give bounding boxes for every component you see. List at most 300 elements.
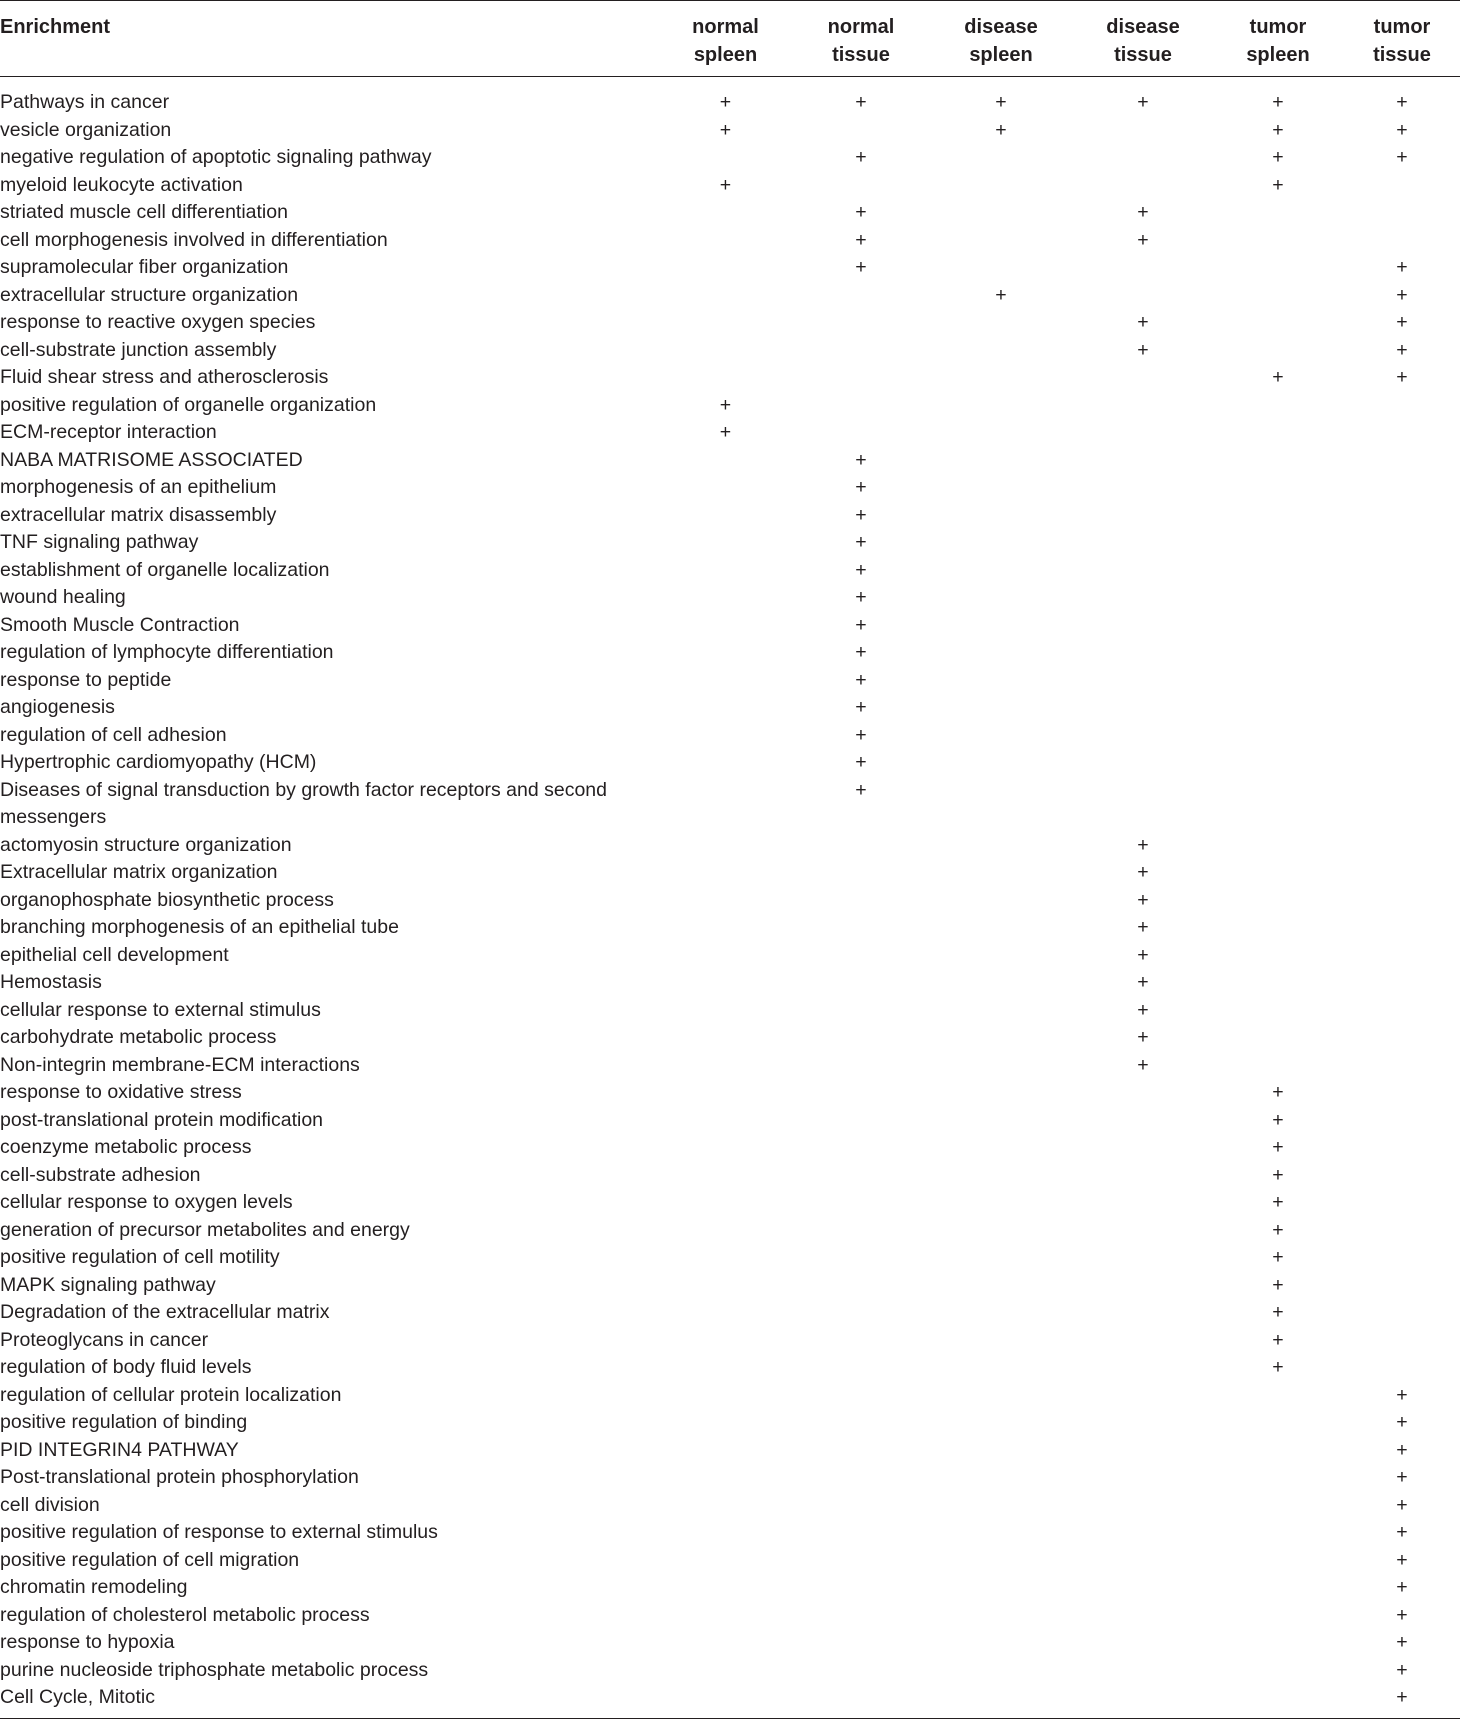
mark-cell bbox=[1074, 1409, 1212, 1437]
mark-cell bbox=[1212, 694, 1344, 722]
mark-cell bbox=[1212, 1327, 1344, 1355]
mark-cell bbox=[794, 1519, 928, 1547]
plus-mark: + bbox=[1272, 146, 1284, 168]
mark-cell bbox=[794, 1382, 928, 1410]
mark-cell bbox=[657, 1244, 794, 1272]
mark-cell bbox=[657, 914, 794, 942]
mark-cell bbox=[657, 1684, 794, 1718]
mark-cell bbox=[794, 1189, 928, 1217]
header-line1: disease bbox=[1106, 16, 1180, 38]
mark-cell bbox=[1074, 1684, 1212, 1718]
header-enrichment bbox=[0, 1, 657, 77]
mark-cell bbox=[928, 172, 1074, 200]
plus-mark: + bbox=[1272, 1191, 1284, 1213]
mark-cell bbox=[1212, 1189, 1344, 1217]
mark-cell bbox=[657, 942, 794, 970]
mark-cell bbox=[1344, 1657, 1460, 1685]
mark-cell bbox=[657, 337, 794, 365]
mark-cell bbox=[1344, 694, 1460, 722]
plus-mark: + bbox=[1137, 971, 1149, 993]
plus-mark: + bbox=[1396, 311, 1408, 333]
mark-cell bbox=[1344, 639, 1460, 667]
mark-cell bbox=[794, 722, 928, 750]
mark-cell bbox=[1212, 1547, 1344, 1575]
plus-mark: + bbox=[1396, 1603, 1408, 1626]
table-row bbox=[0, 1217, 1460, 1245]
mark-cell bbox=[1344, 117, 1460, 145]
mark-cell bbox=[657, 969, 794, 997]
plus-mark: + bbox=[719, 421, 732, 443]
plus-mark: + bbox=[855, 503, 867, 526]
mark-cell bbox=[1074, 1492, 1212, 1520]
enrichment-term-cell: Extracellular matrix organization bbox=[0, 861, 278, 883]
mark-cell bbox=[1344, 282, 1460, 310]
mark-cell bbox=[1074, 1354, 1212, 1382]
plus-mark: + bbox=[1272, 1246, 1284, 1268]
mark-cell bbox=[1074, 227, 1212, 255]
mark-cell bbox=[1212, 1052, 1344, 1080]
mark-cell bbox=[794, 1492, 928, 1520]
enrichment-term-cell: positive regulation of cell migration bbox=[0, 1548, 300, 1571]
table-row bbox=[0, 639, 1460, 667]
mark-cell bbox=[1212, 777, 1344, 832]
plus-mark: + bbox=[855, 91, 867, 113]
mark-cell bbox=[1344, 1519, 1460, 1547]
mark-cell bbox=[1212, 584, 1344, 612]
mark-cell bbox=[1344, 612, 1460, 640]
header-line2: tissue bbox=[1373, 44, 1431, 66]
mark-cell bbox=[928, 1052, 1074, 1080]
plus-mark: + bbox=[1137, 888, 1149, 911]
mark-cell bbox=[1344, 474, 1460, 502]
plus-mark: + bbox=[1137, 1053, 1149, 1076]
mark-cell bbox=[794, 639, 928, 667]
enrichment-term-cell: chromatin remodeling bbox=[0, 1576, 188, 1598]
mark-cell bbox=[794, 1437, 928, 1465]
enrichment-term-cell: cellular response to external stimulus bbox=[0, 998, 321, 1021]
mark-cell bbox=[1074, 777, 1212, 832]
mark-cell bbox=[1074, 584, 1212, 612]
mark-cell bbox=[1344, 1684, 1460, 1718]
table-row bbox=[0, 1547, 1460, 1575]
table-row bbox=[0, 77, 1460, 117]
mark-cell bbox=[657, 1052, 794, 1080]
mark-cell bbox=[928, 777, 1074, 832]
mark-cell bbox=[928, 612, 1074, 640]
mark-cell bbox=[1344, 144, 1460, 172]
mark-cell bbox=[794, 529, 928, 557]
mark-cell bbox=[1344, 1189, 1460, 1217]
mark-cell bbox=[657, 1299, 794, 1327]
plus-mark: + bbox=[1137, 861, 1149, 883]
mark-cell bbox=[1344, 777, 1460, 832]
mark-cell bbox=[1344, 887, 1460, 915]
mark-cell bbox=[928, 337, 1074, 365]
table-row bbox=[0, 1602, 1460, 1630]
plus-mark: + bbox=[1137, 916, 1149, 938]
mark-cell bbox=[1344, 419, 1460, 447]
mark-cell bbox=[1074, 117, 1212, 145]
enrichment-term-cell: NABA MATRISOME ASSOCIATED bbox=[0, 448, 303, 471]
mark-cell bbox=[928, 1629, 1074, 1657]
mark-cell bbox=[1074, 337, 1212, 365]
mark-cell bbox=[794, 1684, 928, 1718]
plus-mark: + bbox=[1137, 311, 1149, 333]
enrichment-term-cell: purine nucleoside triphosphate metabolic process bbox=[0, 1658, 429, 1681]
plus-mark: + bbox=[995, 283, 1007, 306]
mark-cell bbox=[1074, 474, 1212, 502]
mark-cell bbox=[928, 584, 1074, 612]
mark-cell bbox=[1344, 1024, 1460, 1052]
mark-cell bbox=[1212, 309, 1344, 337]
mark-cell bbox=[1074, 77, 1212, 117]
mark-cell bbox=[1344, 1299, 1460, 1327]
enrichment-term-cell: regulation of cellular protein localization bbox=[0, 1383, 342, 1406]
table-row bbox=[0, 997, 1460, 1025]
mark-cell bbox=[1074, 1327, 1212, 1355]
mark-cell bbox=[657, 1547, 794, 1575]
mark-cell bbox=[794, 612, 928, 640]
table-row bbox=[0, 337, 1460, 365]
plus-mark: + bbox=[1137, 338, 1149, 361]
table-row bbox=[0, 1299, 1460, 1327]
plus-mark: + bbox=[1272, 1136, 1284, 1158]
mark-cell bbox=[657, 1574, 794, 1602]
table-row bbox=[0, 887, 1460, 915]
mark-cell bbox=[1074, 667, 1212, 695]
mark-cell bbox=[657, 392, 794, 420]
mark-cell bbox=[794, 227, 928, 255]
enrichment-term-cell: extracellular structure organization bbox=[0, 283, 299, 306]
mark-cell bbox=[794, 667, 928, 695]
mark-cell bbox=[928, 1079, 1074, 1107]
mark-cell bbox=[1212, 1409, 1344, 1437]
mark-cell bbox=[1212, 1492, 1344, 1520]
plus-mark: + bbox=[855, 751, 867, 773]
plus-mark: + bbox=[1272, 1273, 1284, 1296]
mark-cell bbox=[657, 77, 794, 117]
mark-cell bbox=[1074, 1244, 1212, 1272]
mark-cell bbox=[1074, 942, 1212, 970]
enrichment-term-cell: Hypertrophic cardiomyopathy (HCM) bbox=[0, 751, 317, 773]
mark-cell bbox=[1212, 722, 1344, 750]
mark-cell bbox=[1344, 199, 1460, 227]
mark-cell bbox=[928, 1464, 1074, 1492]
mark-cell bbox=[657, 364, 794, 392]
header-row bbox=[0, 1, 1460, 77]
enrichment-term-cell: cell-substrate junction assembly bbox=[0, 338, 277, 361]
mark-cell bbox=[928, 1134, 1074, 1162]
mark-cell bbox=[1212, 199, 1344, 227]
mark-cell bbox=[1212, 639, 1344, 667]
mark-cell bbox=[657, 447, 794, 475]
plus-mark: + bbox=[1272, 1356, 1284, 1378]
mark-cell bbox=[657, 1354, 794, 1382]
enrichment-term-cell: Pathways in cancer bbox=[0, 91, 170, 113]
mark-cell bbox=[657, 227, 794, 255]
mark-cell bbox=[928, 474, 1074, 502]
mark-cell bbox=[1074, 997, 1212, 1025]
plus-mark: + bbox=[1272, 1218, 1284, 1241]
mark-cell bbox=[794, 887, 928, 915]
plus-mark: + bbox=[855, 558, 867, 581]
mark-cell bbox=[1344, 997, 1460, 1025]
mark-cell bbox=[1074, 1574, 1212, 1602]
plus-mark: + bbox=[855, 723, 867, 746]
plus-mark: + bbox=[855, 778, 867, 801]
mark-cell bbox=[657, 584, 794, 612]
plus-mark: + bbox=[1137, 201, 1149, 223]
mark-cell bbox=[794, 144, 928, 172]
mark-cell bbox=[794, 997, 928, 1025]
mark-cell bbox=[1344, 502, 1460, 530]
plus-mark: + bbox=[1396, 338, 1408, 361]
mark-cell bbox=[1212, 667, 1344, 695]
mark-cell bbox=[1212, 1217, 1344, 1245]
mark-cell bbox=[1212, 364, 1344, 392]
mark-cell bbox=[928, 997, 1074, 1025]
plus-mark: + bbox=[1396, 1576, 1408, 1598]
enrichment-term-cell: epithelial cell development bbox=[0, 943, 229, 966]
plus-mark: + bbox=[1396, 1631, 1408, 1653]
mark-cell bbox=[794, 1547, 928, 1575]
mark-cell bbox=[928, 529, 1074, 557]
plus-mark: + bbox=[995, 91, 1007, 113]
mark-cell bbox=[1212, 77, 1344, 117]
header-tumor-tissue bbox=[1344, 1, 1460, 77]
plus-mark: + bbox=[1272, 1081, 1284, 1103]
mark-cell bbox=[928, 722, 1074, 750]
table-row bbox=[0, 392, 1460, 420]
enrichment-term-cell: response to peptide bbox=[0, 668, 172, 691]
mark-cell bbox=[1074, 1437, 1212, 1465]
mark-cell bbox=[1212, 942, 1344, 970]
mark-cell bbox=[1074, 1162, 1212, 1190]
mark-cell bbox=[794, 502, 928, 530]
mark-cell bbox=[1344, 1464, 1460, 1492]
enrichment-term-cell: myeloid leukocyte activation bbox=[0, 173, 243, 196]
mark-cell bbox=[794, 474, 928, 502]
mark-cell bbox=[1344, 172, 1460, 200]
mark-cell bbox=[928, 254, 1074, 282]
mark-cell bbox=[928, 1574, 1074, 1602]
mark-cell bbox=[794, 777, 928, 832]
mark-cell bbox=[928, 1217, 1074, 1245]
mark-cell bbox=[657, 832, 794, 860]
header-line2: spleen bbox=[693, 44, 758, 66]
plus-mark: + bbox=[1396, 91, 1408, 113]
plus-mark: + bbox=[719, 118, 732, 141]
plus-mark: + bbox=[855, 201, 867, 223]
mark-cell bbox=[1074, 749, 1212, 777]
enrichment-term-cell: extracellular matrix disassembly bbox=[0, 503, 277, 526]
table-row bbox=[0, 859, 1460, 887]
mark-cell bbox=[1212, 474, 1344, 502]
mark-cell bbox=[657, 502, 794, 530]
mark-cell bbox=[928, 1354, 1074, 1382]
mark-cell bbox=[1074, 1382, 1212, 1410]
table-row bbox=[0, 612, 1460, 640]
enrichment-term-cell: branching morphogenesis of an epithelial tube bbox=[0, 916, 399, 938]
enrichment-term-cell: MAPK signaling pathway bbox=[0, 1273, 216, 1296]
mark-cell bbox=[1074, 1519, 1212, 1547]
mark-cell bbox=[657, 172, 794, 200]
mark-cell bbox=[928, 1024, 1074, 1052]
mark-cell bbox=[657, 117, 794, 145]
mark-cell bbox=[1344, 969, 1460, 997]
header-line2: spleen bbox=[1246, 44, 1310, 66]
table-row bbox=[0, 1052, 1460, 1080]
mark-cell bbox=[1212, 337, 1344, 365]
mark-cell bbox=[657, 1162, 794, 1190]
plus-mark: + bbox=[1272, 1108, 1284, 1131]
mark-cell bbox=[1074, 859, 1212, 887]
mark-cell bbox=[1344, 1217, 1460, 1245]
table-row bbox=[0, 419, 1460, 447]
enrichment-term-cell: TNF signaling pathway bbox=[0, 531, 199, 553]
enrichment-term-cell: Non-integrin membrane-ECM interactions bbox=[0, 1053, 360, 1076]
enrichment-term-cell: Degradation of the extracellular matrix bbox=[0, 1301, 330, 1323]
mark-cell bbox=[928, 1519, 1074, 1547]
enrichment-term-cell: positive regulation of organelle organization bbox=[0, 393, 377, 416]
mark-cell bbox=[1344, 1354, 1460, 1382]
mark-cell bbox=[1212, 859, 1344, 887]
enrichment-term-cell: cell-substrate adhesion bbox=[0, 1163, 201, 1186]
table-row bbox=[0, 557, 1460, 585]
mark-cell bbox=[928, 1327, 1074, 1355]
mark-cell bbox=[928, 1107, 1074, 1135]
mark-cell bbox=[657, 639, 794, 667]
mark-cell bbox=[794, 1107, 928, 1135]
mark-cell bbox=[657, 529, 794, 557]
mark-cell bbox=[657, 1327, 794, 1355]
plus-mark: + bbox=[1396, 1466, 1408, 1488]
enrichment-term-cell: response to hypoxia bbox=[0, 1631, 175, 1653]
mark-cell bbox=[1212, 1657, 1344, 1685]
mark-cell bbox=[1212, 1244, 1344, 1272]
mark-cell bbox=[1344, 1134, 1460, 1162]
plus-mark: + bbox=[1396, 1493, 1408, 1516]
enrichment-term-cell: Post-translational protein phosphorylation bbox=[0, 1466, 359, 1488]
mark-cell bbox=[794, 1409, 928, 1437]
mark-cell bbox=[1212, 612, 1344, 640]
mark-cell bbox=[928, 144, 1074, 172]
mark-cell bbox=[794, 337, 928, 365]
mark-cell bbox=[1344, 1079, 1460, 1107]
plus-mark: + bbox=[1137, 998, 1149, 1021]
table-body bbox=[0, 77, 1460, 1719]
mark-cell bbox=[1074, 144, 1212, 172]
mark-cell bbox=[1344, 1327, 1460, 1355]
plus-mark: + bbox=[855, 641, 867, 663]
enrichment-term-cell: supramolecular fiber organization bbox=[0, 256, 289, 278]
mark-cell bbox=[928, 1684, 1074, 1718]
plus-mark: + bbox=[1137, 833, 1149, 856]
mark-cell bbox=[794, 199, 928, 227]
table-row bbox=[0, 1519, 1460, 1547]
header-line1: normal bbox=[827, 16, 895, 38]
mark-cell bbox=[1074, 447, 1212, 475]
plus-mark: + bbox=[1272, 91, 1284, 113]
mark-cell bbox=[794, 694, 928, 722]
plus-mark: + bbox=[995, 118, 1007, 141]
mark-cell bbox=[1344, 529, 1460, 557]
mark-cell bbox=[928, 1409, 1074, 1437]
table-row bbox=[0, 447, 1460, 475]
plus-mark: + bbox=[719, 393, 732, 416]
mark-cell bbox=[794, 1354, 928, 1382]
mark-cell bbox=[928, 1437, 1074, 1465]
plus-mark: + bbox=[855, 448, 867, 471]
mark-cell bbox=[794, 859, 928, 887]
mark-cell bbox=[928, 282, 1074, 310]
mark-cell bbox=[1344, 914, 1460, 942]
mark-cell bbox=[794, 584, 928, 612]
mark-cell bbox=[794, 1162, 928, 1190]
plus-mark: + bbox=[855, 696, 867, 718]
header-normal-spleen bbox=[657, 1, 794, 77]
header-line1: tumor bbox=[1373, 16, 1431, 38]
mark-cell bbox=[1344, 337, 1460, 365]
enrichment-term-cell: ECM-receptor interaction bbox=[0, 421, 217, 443]
mark-cell bbox=[794, 172, 928, 200]
plus-mark: + bbox=[1272, 1328, 1284, 1351]
mark-cell bbox=[1212, 557, 1344, 585]
table-row bbox=[0, 502, 1460, 530]
mark-cell bbox=[1074, 309, 1212, 337]
header-line2: tissue bbox=[832, 44, 890, 66]
mark-cell bbox=[1344, 1272, 1460, 1300]
mark-cell bbox=[794, 1244, 928, 1272]
mark-cell bbox=[1212, 117, 1344, 145]
mark-cell bbox=[1344, 309, 1460, 337]
table-row bbox=[0, 777, 1460, 832]
mark-cell bbox=[928, 942, 1074, 970]
mark-cell bbox=[794, 254, 928, 282]
mark-cell bbox=[1344, 557, 1460, 585]
mark-cell bbox=[1344, 1162, 1460, 1190]
table-row bbox=[0, 584, 1460, 612]
mark-cell bbox=[928, 1547, 1074, 1575]
mark-cell bbox=[928, 1299, 1074, 1327]
mark-cell bbox=[928, 447, 1074, 475]
mark-cell bbox=[1212, 832, 1344, 860]
mark-cell bbox=[1074, 1134, 1212, 1162]
header-line1: tumor bbox=[1249, 16, 1307, 38]
mark-cell bbox=[1074, 1299, 1212, 1327]
header-disease-spleen bbox=[928, 1, 1074, 77]
mark-cell bbox=[794, 1272, 928, 1300]
mark-cell bbox=[1074, 1217, 1212, 1245]
table-row bbox=[0, 117, 1460, 145]
mark-cell bbox=[1212, 997, 1344, 1025]
mark-cell bbox=[928, 832, 1074, 860]
plus-mark: + bbox=[1396, 1658, 1408, 1681]
plus-mark: + bbox=[1137, 91, 1149, 113]
mark-cell bbox=[657, 144, 794, 172]
mark-cell bbox=[928, 199, 1074, 227]
mark-cell bbox=[1074, 969, 1212, 997]
table-row bbox=[0, 172, 1460, 200]
mark-cell bbox=[1212, 1272, 1344, 1300]
plus-mark: + bbox=[855, 668, 867, 691]
mark-cell bbox=[928, 1272, 1074, 1300]
mark-cell bbox=[1074, 392, 1212, 420]
mark-cell bbox=[928, 227, 1074, 255]
mark-cell bbox=[657, 282, 794, 310]
table-row bbox=[0, 1107, 1460, 1135]
enrichment-term-cell: positive regulation of binding bbox=[0, 1411, 248, 1433]
